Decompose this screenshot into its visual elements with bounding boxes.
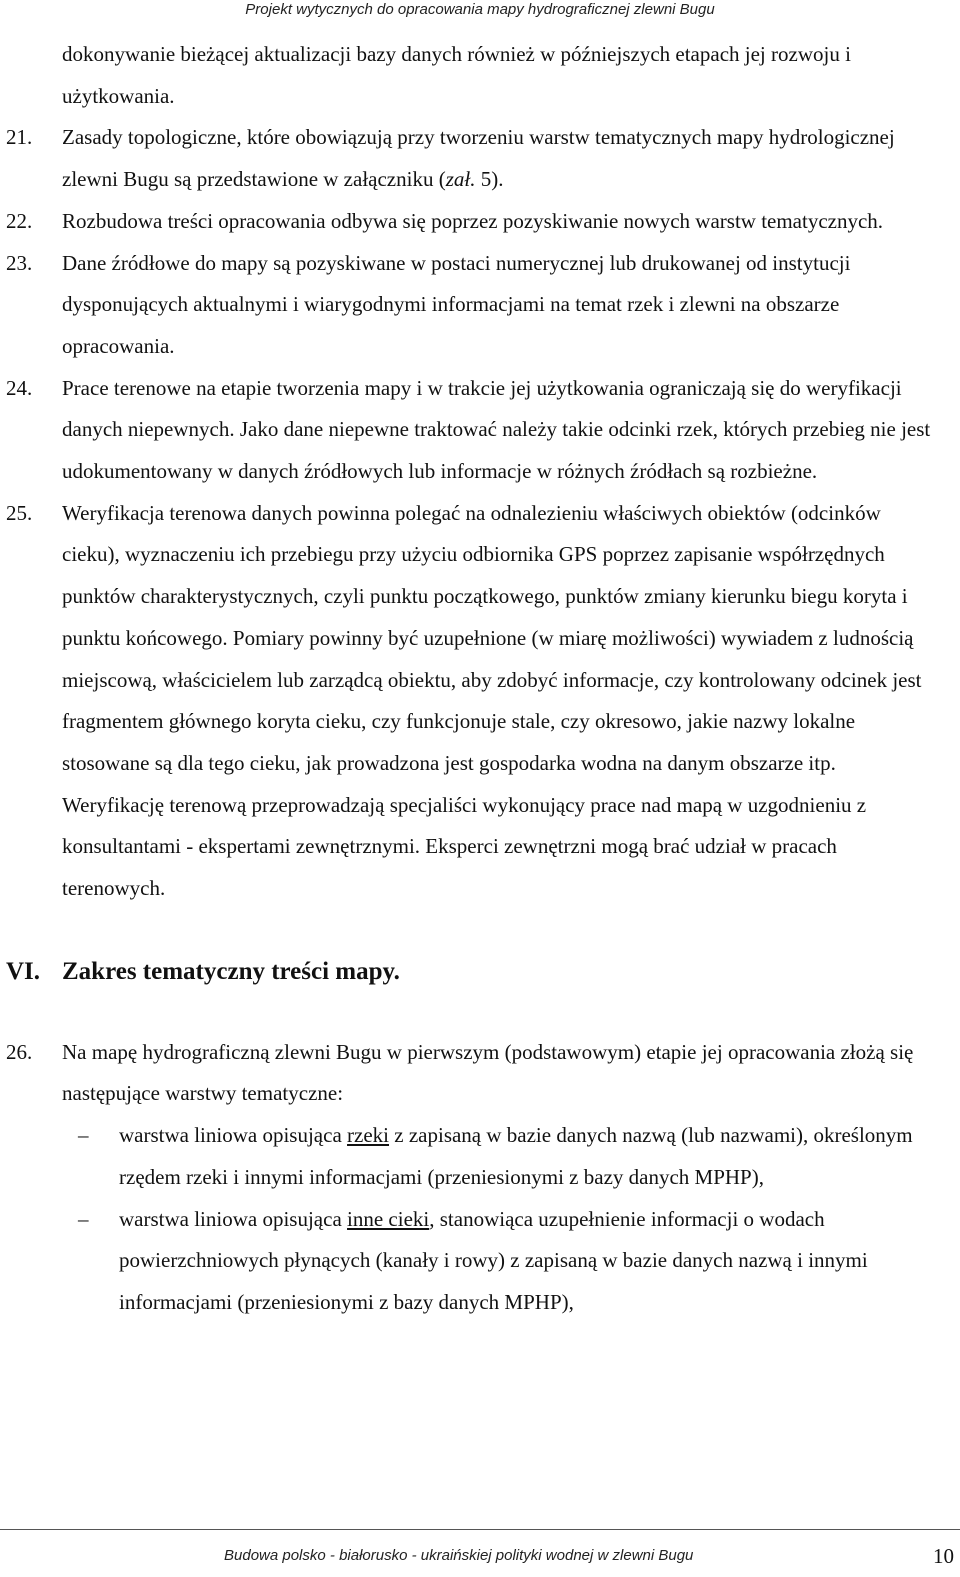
- paragraph-23: [0, 243, 960, 368]
- running-header: Projekt wytycznych do opracowania mapy hydrograficznej zlewni Bugu: [245, 1, 715, 18]
- underlined-term: rzeki: [347, 1123, 390, 1148]
- section-title: Zakres tematyczny treści mapy.: [62, 957, 400, 985]
- paragraph-text: Zasady topologiczne, które obowiązują przy tworzeniu warstw tematycznych mapy hydrologicznej zlewni Bugu są przedstawione w załączniku (: [62, 125, 895, 192]
- document-body: [0, 34, 960, 1324]
- paragraph-text: dokonywanie bieżącej aktualizacji bazy danych również w późniejszych etapach jej rozwoju i użytkowania.: [62, 42, 851, 108]
- list-item-text: warstwa liniowa opisująca: [119, 1206, 348, 1231]
- paragraph-continuation: [0, 34, 960, 117]
- paragraph-text-end: ).: [491, 167, 504, 192]
- paragraph-text: Prace terenowe na etapie tworzenia mapy i w trakcie jej użytkowania ograniczają się do weryfikacji danych niepewnych. Jako dane niepewne traktować należy takie odcinki rzek, których przebieg nie jest udokumentowany w danych źródłowych lub informacje w różnych źródłach są rozbieżne.: [62, 375, 931, 484]
- list-item-text: warstwa liniowa opisująca: [119, 1123, 348, 1148]
- underlined-term: inne cieki: [347, 1206, 430, 1231]
- dash-bullet: –: [78, 1123, 89, 1148]
- paragraph-text: Weryfikacja terenowa danych powinna polegać na odnalezieniu właściwych obiektów (odcinków cieku), wyznaczeniu ich przebiegu przy użyciu odbiornika GPS poprzez zapisanie współrzędnych punktów charakterystycznych, czyli punktu początkowego, punktów zmiany kierunku biegu koryta i punktu końcowego. Pomiary powinny być uzupełnione (w miarę możliwości) wywiadem z ludnością miejscową, właścicielem lub zarządcą obiektu, aby zdobyć informacje, czy kontrolowany odcinek jest fragmentem głównego koryta cieku, czy funkcjonuje stale, czy okresowo, jakie nazwy lokalne stosowane są dla tego cieku, jak prowadzona jest gospodarka wodna na danym obszarze itp. Weryfikację terenową przeprowadzają specjaliści wykonujący prace nad mapą w uzgodnieniu z konsultantami - ekspertami zewnętrznymi. Eksperci zewnętrzni mogą brać udział w pracach terenowych.: [62, 500, 922, 901]
- paragraph-text: Rozbudowa treści opracowania odbywa się poprzez pozyskiwanie nowych warstw tematycznych.: [62, 208, 884, 233]
- paragraph-25: [0, 493, 960, 910]
- paragraph-number: 22.: [6, 208, 33, 233]
- list-item-text-end: z zapisaną w bazie danych nazwą (lub nazwami), określonym rzędem rzeki i innymi informacjami (przeniesionymi z bazy danych MPHP),: [119, 1123, 913, 1189]
- paragraph-22: [0, 201, 960, 243]
- paragraph-26: [0, 1032, 960, 1115]
- paragraph-number: 23.: [6, 250, 33, 275]
- attachment-reference: zał.: [445, 167, 476, 192]
- list-item-other-streams: [0, 1199, 960, 1324]
- dash-bullet: –: [78, 1206, 89, 1231]
- paragraph-text: Dane źródłowe do mapy są pozyskiwane w postaci numerycznej lub drukowanej od instytucji dysponujących aktualnymi i wiarygodnymi informacjami na temat rzek i zlewni na obszarze opracowania.: [62, 250, 851, 358]
- footer-divider: [0, 1529, 960, 1530]
- section-heading: [0, 952, 960, 992]
- list-item-text-end: , stanowiąca uzupełnienie informacji o wodach powierzchniowych płynących (kanały i rowy) z zapisaną w bazie danych nazwą i innymi informacjami (przeniesionymi z bazy danych MPHP),: [119, 1206, 868, 1314]
- paragraph-number: 21.: [6, 125, 33, 150]
- page-number: 10: [933, 1544, 954, 1568]
- paragraph-number: 26.: [6, 1039, 33, 1064]
- list-item-rivers: [0, 1115, 960, 1198]
- attachment-number: 5: [475, 167, 492, 192]
- footer-text: Budowa polsko - białorusko - ukraińskiej polityki wodnej w zlewni Bugu: [224, 1547, 694, 1564]
- paragraph-text: Na mapę hydrograficzną zlewni Bugu w pierwszym (podstawowym) etapie jej opracowania złożą się następujące warstwy tematyczne:: [62, 1039, 914, 1106]
- paragraph-24: [0, 368, 960, 493]
- paragraph-number: 25.: [6, 500, 33, 525]
- paragraph-21: [0, 117, 960, 200]
- section-number: VI.: [6, 957, 41, 985]
- paragraph-number: 24.: [6, 375, 33, 400]
